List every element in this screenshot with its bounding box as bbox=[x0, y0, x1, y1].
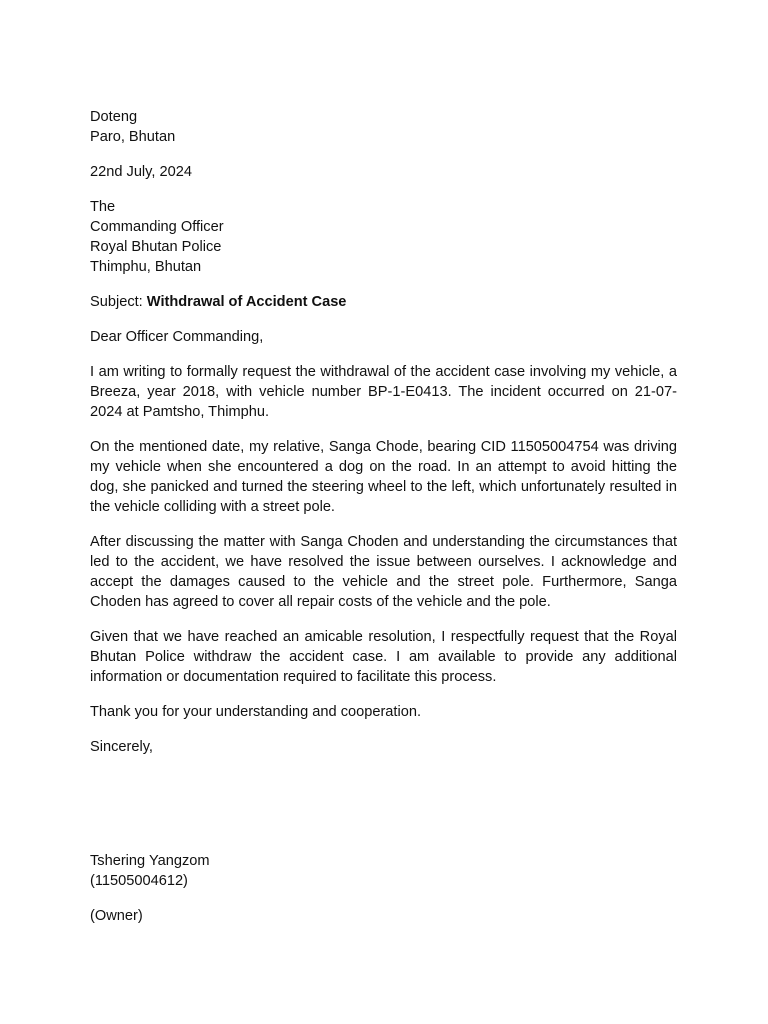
subject-text: Withdrawal of Accident Case bbox=[146, 294, 347, 310]
sender-name: Doteng bbox=[90, 109, 138, 125]
signature-space bbox=[90, 772, 677, 851]
letter-date bbox=[90, 162, 677, 182]
sender-address bbox=[90, 107, 677, 147]
recipient-line-4: Thimphu, Bhutan bbox=[90, 259, 202, 275]
recipient-address bbox=[90, 197, 677, 277]
date-text: 22nd July, 2024 bbox=[90, 164, 192, 180]
closing bbox=[90, 737, 677, 757]
signer-name: Tshering Yangzom bbox=[90, 853, 210, 869]
body-paragraph-2: On the mentioned date, my relative, Sanga Chode, bearing CID 11505004754 was driving my vehicle when she encountered a dog on the road. In an attempt to avoid hitting the dog, she panicked and turned the steering wheel to the left, which unfortunately resulted in the vehicle colliding with a street pole. bbox=[90, 439, 677, 515]
closing-text: Sincerely, bbox=[90, 739, 153, 755]
recipient-line-2: Commanding Officer bbox=[90, 219, 224, 235]
subject-line bbox=[90, 292, 677, 312]
salutation bbox=[90, 327, 677, 347]
body-paragraph-4: Given that we have reached an amicable resolution, I respectfully request that the Royal Bhutan Police withdraw the accident case. I am available to provide any additional information or documentation required to facilitate this process. bbox=[90, 629, 677, 685]
salutation-text: Dear Officer Commanding, bbox=[90, 329, 264, 345]
sender-location: Paro, Bhutan bbox=[90, 129, 176, 145]
body-paragraph-1: I am writing to formally request the withdrawal of the accident case involving my vehicle, a Breeza, year 2018, with vehicle number BP-1-E0413. The incident occurred on 21-07-2024 at Pamtsho, Thimphu. bbox=[90, 364, 677, 420]
signer-block bbox=[90, 851, 677, 891]
signer-role: (Owner) bbox=[90, 908, 143, 924]
recipient-line-1: The bbox=[90, 199, 116, 215]
letter-page bbox=[90, 107, 677, 941]
body-paragraph-5: Thank you for your understanding and cooperation. bbox=[90, 704, 422, 720]
body-paragraph-3: After discussing the matter with Sanga Choden and understanding the circumstances that led to the accident, we have resolved the issue between ourselves. I acknowledge and accept the damages caused to the vehicle and the street pole. Furthermore, Sanga Choden has agreed to cover all repair costs of the vehicle and the pole. bbox=[90, 534, 677, 610]
recipient-line-3: Royal Bhutan Police bbox=[90, 239, 222, 255]
signer-id: (11505004612) bbox=[90, 873, 188, 889]
subject-label: Subject: bbox=[90, 294, 147, 310]
signer-role-block bbox=[90, 906, 677, 926]
